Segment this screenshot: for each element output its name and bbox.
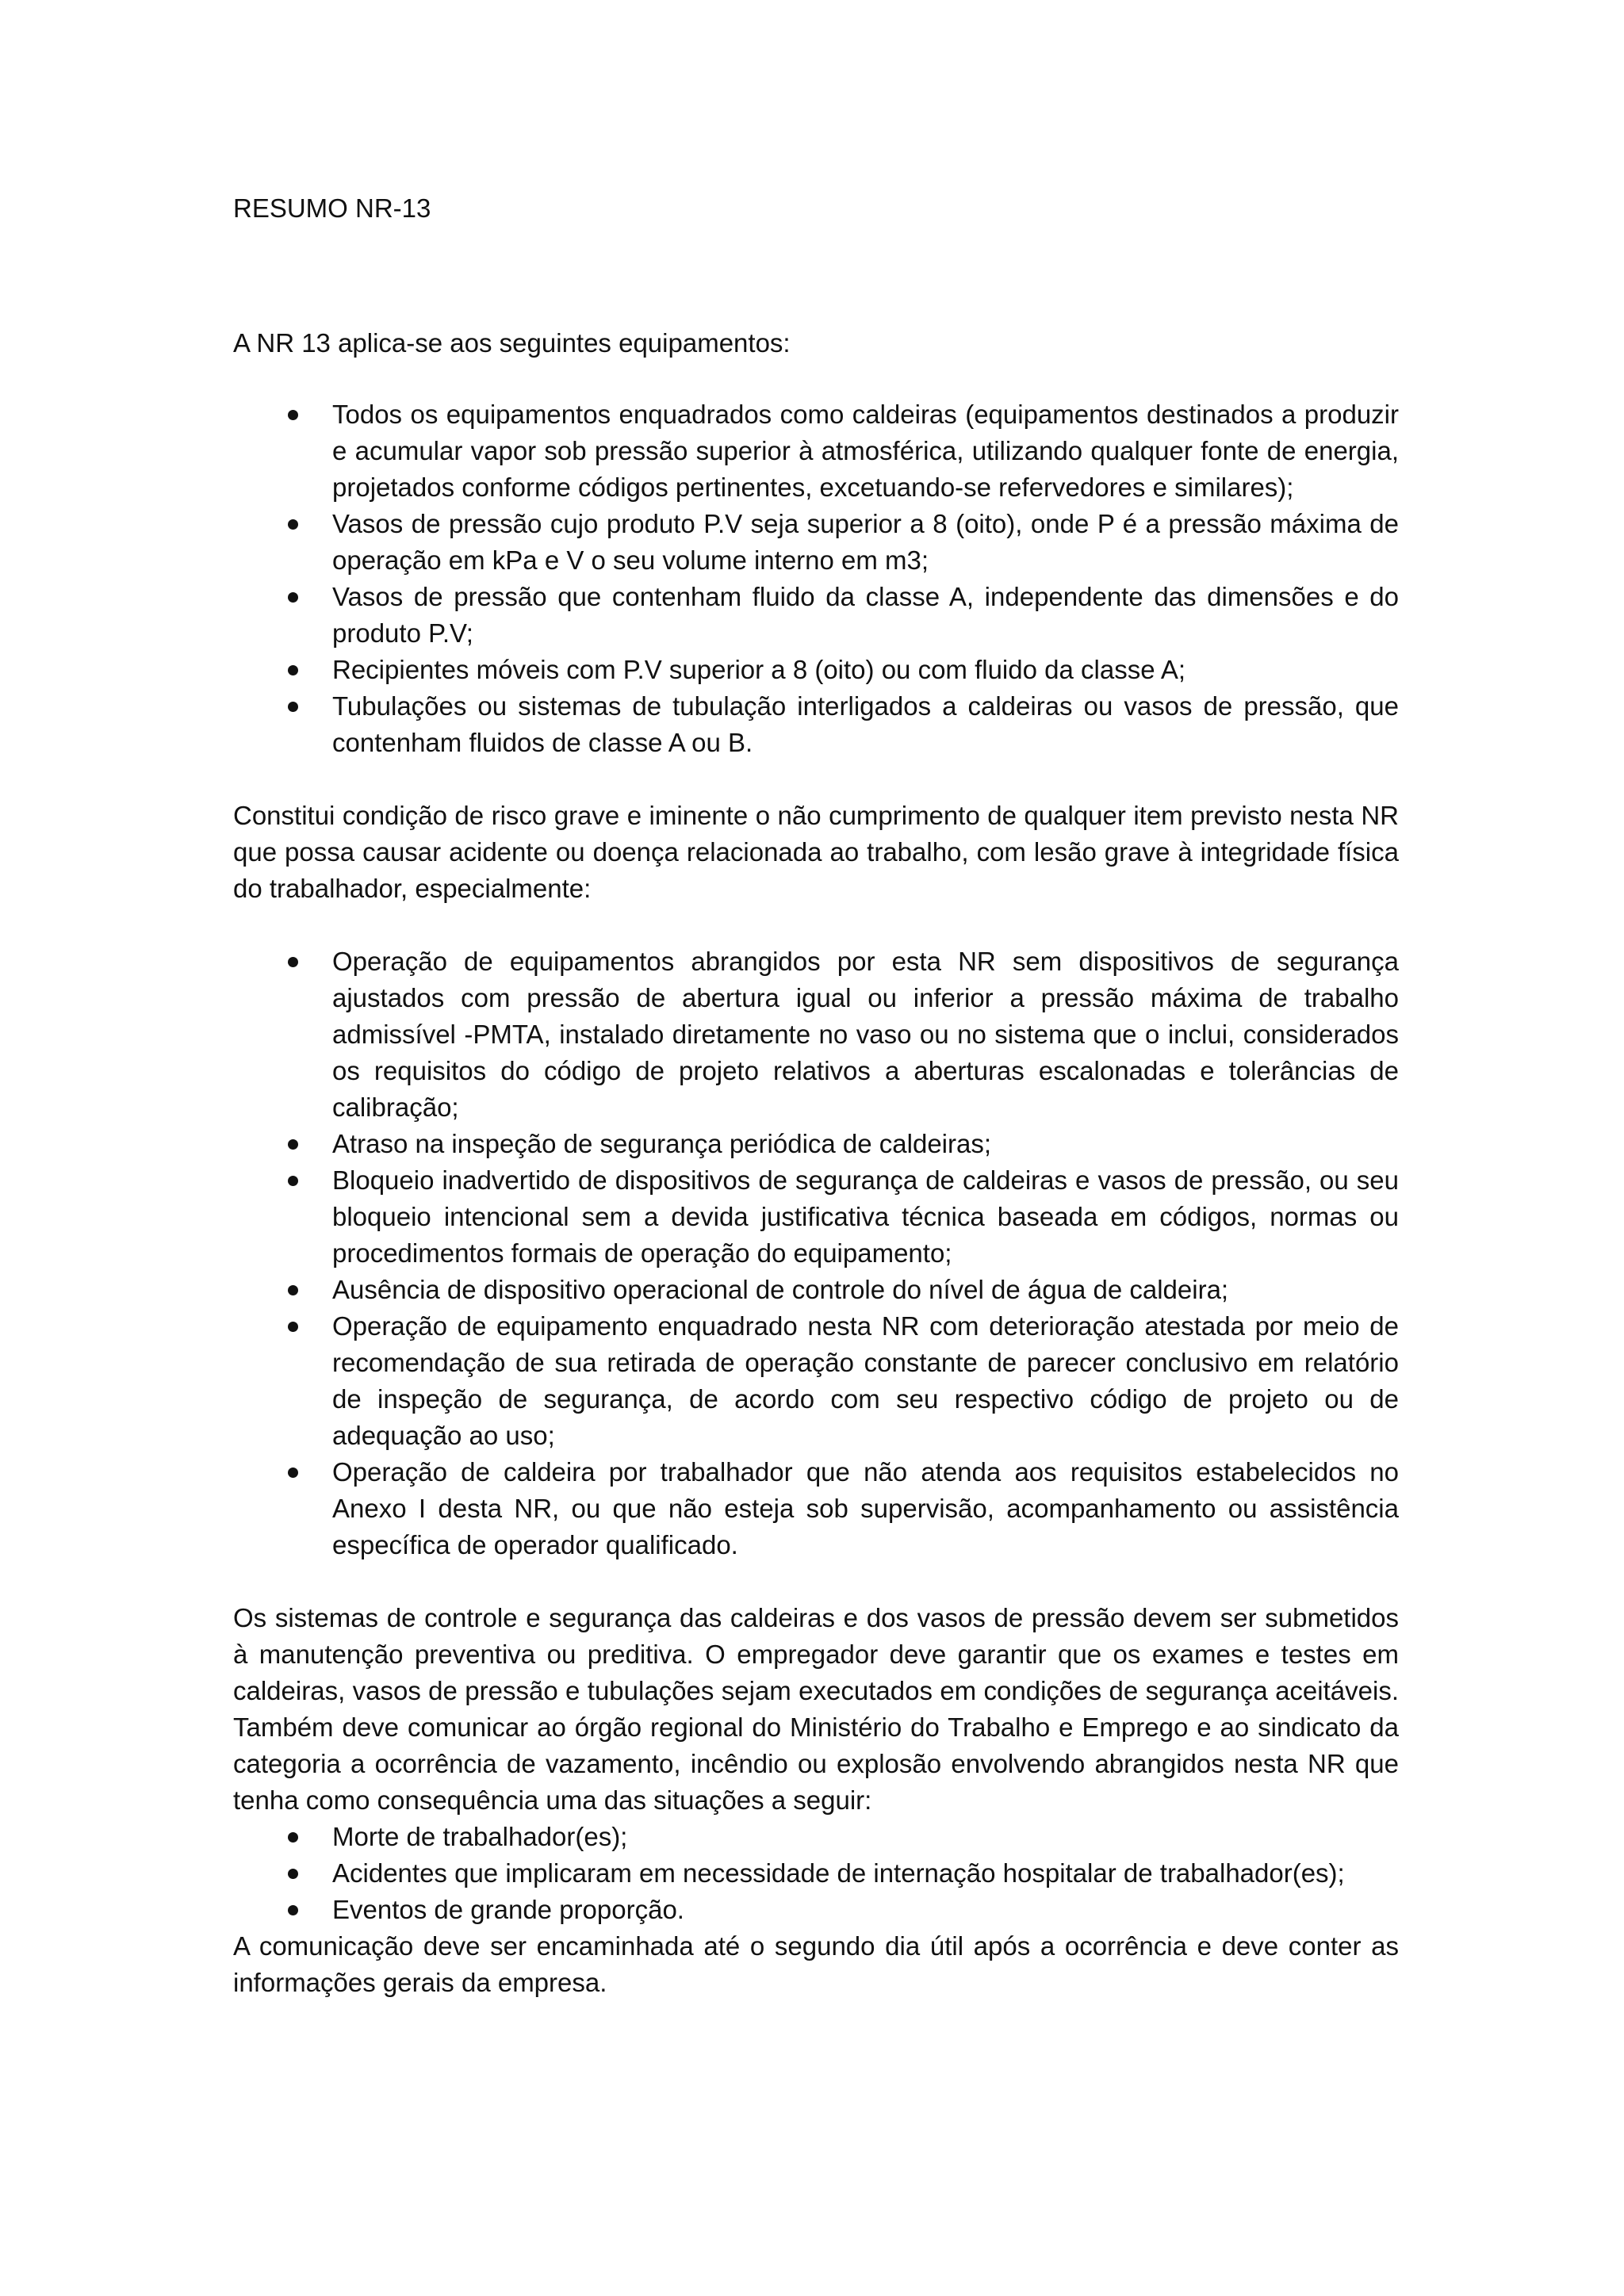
- list-item-text: Morte de trabalhador(es);: [332, 1822, 628, 1851]
- equipment-list: [233, 396, 1399, 761]
- bullet-icon: [288, 1468, 298, 1478]
- list-item: [233, 1855, 1399, 1892]
- list-item: [233, 1819, 1399, 1855]
- list-item: [233, 506, 1399, 579]
- bullet-icon: [288, 665, 298, 675]
- list-item-text: Operação de equipamentos abrangidos por esta NR sem dispositivos de segurança ajustados com pressão de abertura igual ou inferior a pressão máxima de trabalho admissível -PMTA, instalado diretamente no vaso ou no sistema que o inclui, considerados os requisitos do código de projeto relativos a aberturas escalonadas e tolerâncias de calibração;: [332, 947, 1399, 1122]
- bullet-icon: [288, 702, 298, 712]
- document-body: [233, 190, 1399, 2001]
- list-item-text: Operação de equipamento enquadrado nesta NR com deterioração atestada por meio de recomendação de sua retirada de operação constante de parecer conclusivo em relatório de inspeção de segurança, de acordo com seu respectivo código de projeto ou de adequação ao uso;: [332, 1311, 1399, 1450]
- bullet-icon: [288, 592, 298, 603]
- bullet-icon: [288, 1869, 298, 1879]
- maintenance-paragraph: Os sistemas de controle e segurança das caldeiras e dos vasos de pressão devem ser submetidos à manutenção preventiva ou preditiva. O empregador deve garantir que os exames e testes em caldeiras, vasos de pressão e tubulações sejam executados em condições de segurança aceitáveis. Também deve comunicar ao órgão regional do Ministério do Trabalho e Emprego e ao sindicato da categoria a ocorrência de vazamento, incêndio ou explosão envolvendo abrangidos nesta NR que tenha como consequência uma das situações a seguir:: [233, 1603, 1399, 1815]
- list-item-text: Bloqueio inadvertido de dispositivos de segurança de caldeiras e vasos de pressão, ou seu bloqueio intencional sem a devida justificativa técnica baseada em códigos, normas ou procedimentos formais de operação do equipamento;: [332, 1165, 1399, 1268]
- list-item: [233, 652, 1399, 688]
- list-item-text: Vasos de pressão que contenham fluido da classe A, independente das dimensões e do produto P.V;: [332, 582, 1399, 648]
- bullet-icon: [288, 1905, 298, 1915]
- list-item: [233, 1272, 1399, 1308]
- intro-paragraph: A NR 13 aplica-se aos seguintes equipamentos:: [233, 328, 791, 358]
- risk-paragraph: Constitui condição de risco grave e iminente o não cumprimento de qualquer item previsto nesta NR que possa causar acidente ou doença relacionada ao trabalho, com lesão grave à integridade física do trabalhador, especialmente:: [233, 801, 1399, 903]
- list-item: [233, 1454, 1399, 1563]
- list-item-text: Todos os equipamentos enquadrados como caldeiras (equipamentos destinados a produzir e acumular vapor sob pressão superior à atmosférica, utilizando qualquer fonte de energia, projetados conforme códigos pertinentes, excetuando-se refervedores e similares);: [332, 400, 1399, 502]
- list-item-text: Atraso na inspeção de segurança periódica de caldeiras;: [332, 1129, 992, 1158]
- list-item: [233, 1308, 1399, 1454]
- bullet-icon: [288, 519, 298, 530]
- bullet-icon: [288, 1322, 298, 1332]
- list-item: [233, 1162, 1399, 1272]
- list-item-text: Acidentes que implicaram em necessidade de internação hospitalar de trabalhador(es);: [332, 1858, 1345, 1888]
- consequence-list: [233, 1819, 1399, 1928]
- list-item-text: Recipientes móveis com P.V superior a 8 (oito) ou com fluido da classe A;: [332, 655, 1186, 684]
- bullet-icon: [288, 1285, 298, 1295]
- list-item: [233, 1892, 1399, 1928]
- list-item-text: Vasos de pressão cujo produto P.V seja superior a 8 (oito), onde P é a pressão máxima de operação em kPa e V o seu volume interno em m3;: [332, 509, 1399, 575]
- risk-list: [233, 943, 1399, 1563]
- list-item-text: Ausência de dispositivo operacional de controle do nível de água de caldeira;: [332, 1275, 1229, 1304]
- list-item: [233, 396, 1399, 506]
- closing-paragraph: A comunicação deve ser encaminhada até o segundo dia útil após a ocorrência e deve conter as informações gerais da empresa.: [233, 1931, 1399, 1997]
- document-title: RESUMO NR-13: [233, 193, 431, 223]
- list-item: [233, 579, 1399, 652]
- bullet-icon: [288, 1139, 298, 1150]
- list-item: [233, 688, 1399, 761]
- list-item: [233, 1126, 1399, 1162]
- bullet-icon: [288, 1832, 298, 1843]
- bullet-icon: [288, 957, 298, 967]
- bullet-icon: [288, 1176, 298, 1186]
- list-item-text: Operação de caldeira por trabalhador que não atenda aos requisitos estabelecidos no Anexo I desta NR, ou que não esteja sob supervisão, acompanhamento ou assistência específica de operador qualificado.: [332, 1457, 1399, 1559]
- list-item-text: Tubulações ou sistemas de tubulação interligados a caldeiras ou vasos de pressão, que contenham fluidos de classe A ou B.: [332, 691, 1399, 757]
- list-item-text: Eventos de grande proporção.: [332, 1895, 684, 1924]
- list-item: [233, 943, 1399, 1126]
- bullet-icon: [288, 410, 298, 420]
